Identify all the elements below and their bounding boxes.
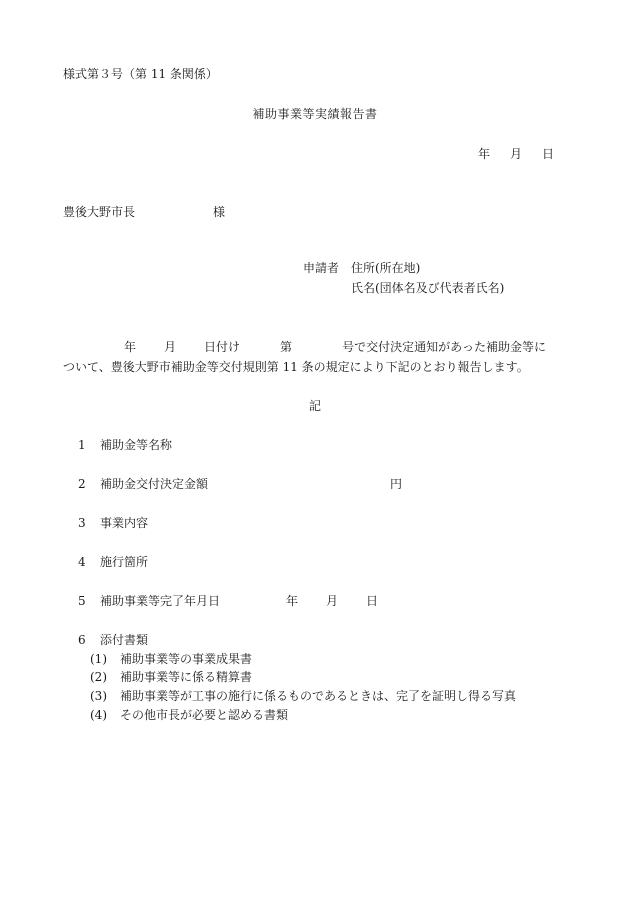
attachment-label: 補助事業等に係る精算書 (120, 670, 253, 684)
item-number: 1 (78, 438, 86, 452)
item-1 (78, 438, 172, 452)
applicant-address-label: 住所(所在地) (351, 261, 421, 275)
item-6 (78, 633, 148, 647)
item-suffix-yen: 円 (390, 477, 403, 491)
item-3 (78, 516, 148, 530)
body-month: 月 (164, 340, 177, 354)
item-number: 6 (78, 633, 86, 647)
date-year: 年 (478, 147, 491, 161)
body-year: 年 (124, 340, 137, 354)
item-number: 2 (78, 477, 86, 491)
attachment-item-4 (90, 708, 288, 722)
applicant-name-label: 氏名(団体名及び代表者氏名) (351, 281, 505, 295)
item-label: 施行箇所 (100, 555, 149, 569)
date-month: 月 (510, 147, 523, 161)
attachment-number: (3) (90, 689, 107, 703)
attachment-number: (1) (90, 652, 107, 666)
addressee-name: 豊後大野市長 (63, 205, 136, 219)
attachment-label: 補助事業等の事業成果書 (120, 652, 253, 666)
item-day: 日 (366, 594, 379, 608)
addressee-honorific: 様 (213, 205, 226, 219)
attachment-number: (2) (90, 670, 107, 684)
applicant-block (303, 261, 420, 275)
body-text-line-2: ついて、豊後大野市補助金等交付規則第 11 条の規定により下記のとおり報告します。 (63, 360, 529, 374)
item-number: 3 (78, 516, 86, 530)
attachment-number: (4) (90, 708, 107, 722)
form-number: 様式第３号（第 11 条関係） (63, 67, 218, 81)
attachment-label: 補助事業等が工事の施行に係るものであるときは、完了を証明し得る写真 (120, 689, 517, 703)
date-line (478, 147, 554, 161)
item-month: 月 (326, 594, 339, 608)
body-day-dated: 日付け (204, 340, 241, 354)
attachment-label: その他市長が必要と認める書類 (120, 708, 289, 722)
applicant-label: 申請者 (303, 261, 340, 275)
item-label: 補助金等名称 (100, 438, 173, 452)
body-text-1: 号で交付決定通知があった補助金等に (342, 340, 546, 354)
item-2 (78, 477, 402, 491)
body-text-line-1 (63, 340, 546, 354)
item-4 (78, 555, 148, 569)
attachment-item-1 (90, 652, 252, 666)
item-label: 補助事業等完了年月日 (100, 594, 221, 608)
attachment-item-3 (90, 689, 516, 703)
body-dai: 第 (280, 340, 293, 354)
date-day: 日 (542, 147, 555, 161)
item-number: 5 (78, 594, 86, 608)
ki-heading: 記 (308, 399, 321, 413)
document-title: 補助事業等実績報告書 (252, 107, 378, 121)
item-year: 年 (286, 594, 299, 608)
item-label: 補助金交付決定金額 (100, 477, 209, 491)
item-label: 添付書類 (100, 633, 149, 647)
item-5 (78, 594, 378, 608)
item-number: 4 (78, 555, 86, 569)
attachment-item-2 (90, 670, 252, 684)
item-label: 事業内容 (100, 516, 149, 530)
addressee (63, 205, 225, 219)
